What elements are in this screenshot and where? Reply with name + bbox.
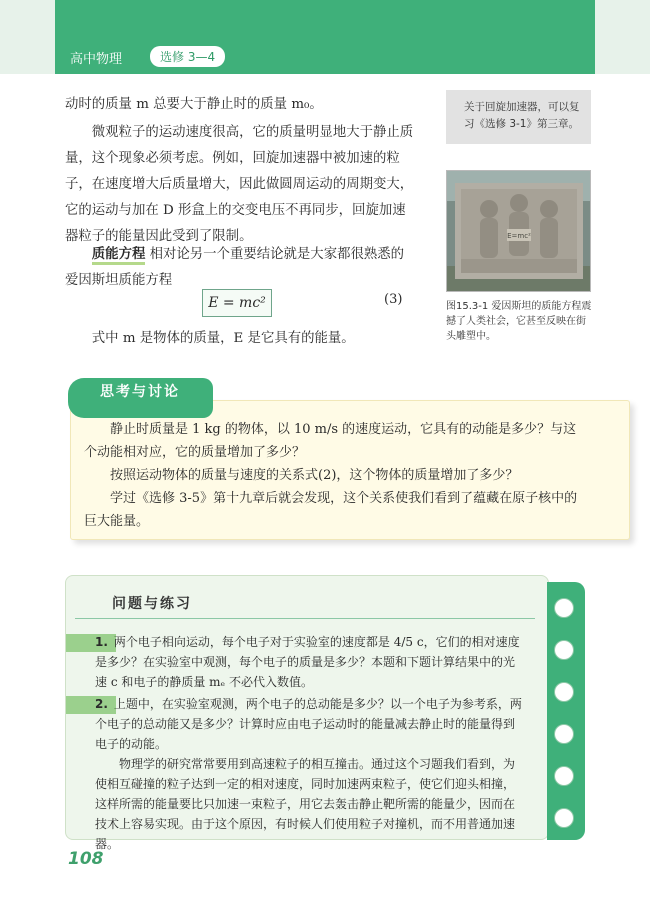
header-subject: 高中物理 — [70, 52, 123, 67]
relief-text: E=mc² — [507, 232, 531, 240]
binder-ring — [554, 598, 574, 618]
binder-ring — [554, 766, 574, 786]
side-note: 关于回旋加速器，可以复习《选修 3-1》第三章。 — [446, 90, 591, 144]
question-1 — [95, 632, 525, 692]
question-2-extra: 物理学的研究常常要用到高速粒子的相互撞击。通过这个习题我们看到，为使相互碰撞的粒子达到一定的相对速度，同时加速两束粒子，使它们迎头相撞，这样所需的能量要比只加速一束粒子，用它去轰击静止靶所需的能量少，因而在技术上容易实现。由于这个原因，有时候人们使用粒子对撞机，而不用普通加速器。 — [95, 757, 516, 851]
paragraph-cyclotron: 微观粒子的运动速度很高，它的质量明显地大于静止质量，这个现象必须考虑。例如，回旋加速器中被加速的粒子，在速度增大后质量增大，因此做圆周运动的周期变大，它的运动与加在 D 形盒上的交变电压不再同步，回旋加速器粒子的能量因此受到了限制。 — [65, 125, 414, 244]
question-2 — [95, 694, 525, 754]
binder-ring — [554, 724, 574, 744]
equation-number: (3) — [384, 292, 403, 307]
mass-energy-text: 相对论另一个重要结论就是大家都很熟悉的爱因斯坦质能方程 — [65, 247, 405, 288]
exercise-title: 问题与练习 — [112, 596, 192, 612]
question-2-text: 上题中，在实验室观测，两个电子的总动能是多少？以一个电子为参考系，两个电子的总动能又是多少？计算时应由电子运动时的能量减去静止时的能量得到电子的动能。 — [95, 697, 522, 751]
binder-ring — [554, 640, 574, 660]
think-discuss-title: 思考与讨论 — [100, 384, 180, 400]
figure-caption: 图15.3-1 爱因斯坦的质能方程震撼了人类社会，它甚至反映在街头雕塑中。 — [446, 301, 592, 342]
question-1-number: 1. — [95, 635, 108, 649]
think-discuss-body — [84, 418, 584, 533]
binder-ring — [554, 808, 574, 828]
equation-box: E = mc² — [202, 289, 272, 317]
question-2-number: 2. — [95, 697, 108, 711]
exercise-binder-strip — [547, 582, 585, 840]
intro-line: 动时的质量 m 总要大于静止时的质量 m₀。 — [65, 97, 323, 112]
question-1-text: 两个电子相向运动，每个电子对于实验室的速度都是 4/5 c，它们的相对速度是多少？在实验室中观测，每个电子的质量是多少？本题和下题计算结果中的光速 c 和电子的静质量 mₑ 不必代入数值。 — [95, 635, 520, 689]
page-number: 108 — [68, 849, 104, 869]
think-p1: 静止时质量是 1 kg 的物体，以 10 m/s 的速度运动，它具有的动能是多少？与这个动能相对应，它的质量增加了多少？ — [84, 422, 577, 460]
header-green-band — [55, 0, 595, 74]
sculpture-photo — [446, 170, 591, 292]
header-right-margin — [595, 0, 650, 74]
equation-explanation: 式中 m 是物体的质量，E 是它具有的能量。 — [91, 331, 355, 346]
header-badge: 选修 3—4 — [150, 46, 225, 67]
header-left-margin — [0, 0, 55, 74]
think-p3: 学过《选修 3-5》第十九章后就会发现，这个关系使我们看到了蕴藏在原子核中的巨大能量。 — [84, 491, 578, 529]
think-p2: 按照运动物体的质量与速度的关系式(2)，这个物体的质量增加了多少？ — [110, 468, 519, 483]
mass-energy-label: 质能方程 — [92, 247, 146, 265]
mass-energy-paragraph — [65, 242, 415, 294]
binder-ring — [554, 682, 574, 702]
exercise-title-divider — [75, 618, 535, 619]
